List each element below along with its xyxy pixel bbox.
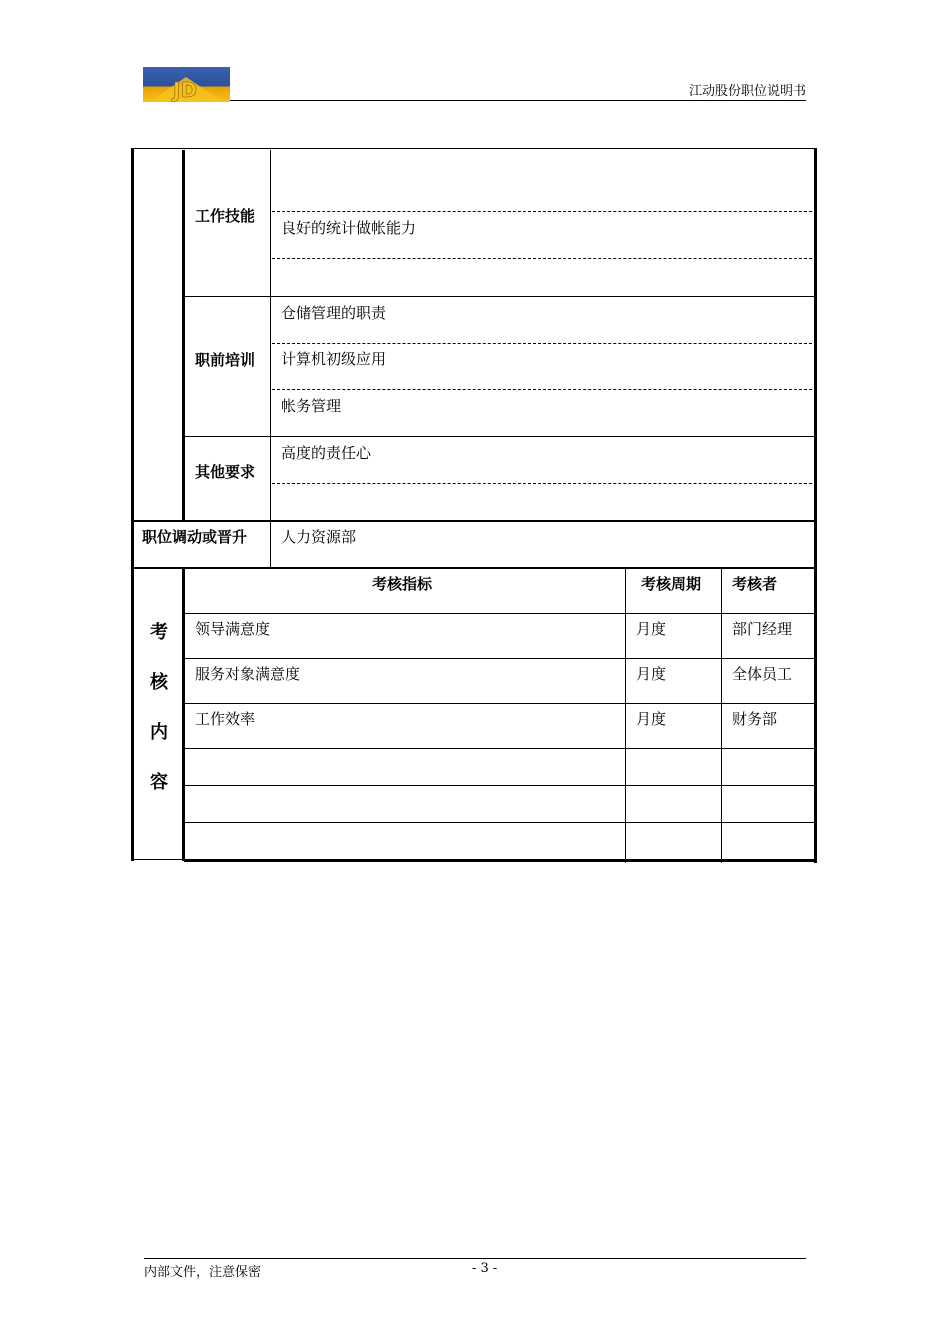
training-item: 仓储管理的职责 [281, 304, 387, 322]
table-right-border [814, 148, 817, 863]
assessment-row-divider [185, 748, 814, 749]
row-divider-training [184, 436, 814, 437]
assessment-section-char: 考 [150, 622, 168, 643]
col-divider-1 [182, 150, 185, 520]
table-left-border [131, 148, 134, 861]
assessment-section-char: 容 [150, 772, 168, 793]
table-cell: 服务对象满意度 [195, 665, 301, 683]
col-divider-2 [270, 150, 271, 568]
table-cell: 部门经理 [732, 620, 793, 638]
column-header-assessor: 考核者 [732, 575, 778, 593]
table-cell: 工作效率 [195, 710, 256, 728]
skills-item: 良好的统计做帐能力 [281, 219, 417, 237]
confidential-notice: 内部文件，注意保密 [144, 1265, 262, 1280]
company-logo [143, 67, 230, 102]
skills-label: 工作技能 [195, 207, 256, 225]
assessment-row-divider [185, 822, 814, 823]
assessment-row-divider [185, 703, 814, 704]
promotion-label: 职位调动或晋升 [142, 528, 248, 546]
training-item: 帐务管理 [281, 397, 342, 415]
page-number: - 3 - [472, 1261, 498, 1276]
header-rule [230, 100, 806, 101]
row-divider-other [134, 520, 814, 522]
table-cell: 月度 [636, 665, 667, 683]
assessment-section-char: 内 [150, 722, 168, 743]
column-header-indicator: 考核指标 [372, 575, 433, 593]
svg-text:JD: JD [173, 78, 198, 102]
training-label: 职前培训 [195, 351, 256, 369]
table-cell: 财务部 [732, 710, 778, 728]
table-bottom-border [184, 859, 817, 862]
table-cell: 月度 [636, 620, 667, 638]
assessment-row-divider [185, 785, 814, 786]
assessment-row-divider [185, 613, 814, 614]
promotion-value: 人力资源部 [281, 528, 357, 546]
dashed-line [272, 211, 812, 212]
assessment-section-char: 核 [150, 672, 168, 693]
document-title: 江动股份职位说明书 [688, 84, 806, 99]
table-bottom-border-left [131, 859, 184, 860]
other-item: 高度的责任心 [281, 444, 372, 462]
dashed-line [272, 389, 812, 390]
table-top-border [131, 148, 817, 149]
table-cell: 领导满意度 [195, 620, 271, 638]
table-cell: 全体员工 [732, 665, 793, 683]
table-cell: 月度 [636, 710, 667, 728]
other-label: 其他要求 [195, 463, 256, 481]
dashed-line [272, 483, 812, 484]
footer-rule [144, 1258, 806, 1259]
assessment-row-divider [185, 658, 814, 659]
dashed-line [272, 258, 812, 259]
column-header-period: 考核周期 [641, 575, 702, 593]
row-divider-skills [184, 296, 814, 297]
dashed-line [272, 343, 812, 344]
row-divider-promotion [134, 567, 814, 569]
training-item: 计算机初级应用 [281, 350, 387, 368]
